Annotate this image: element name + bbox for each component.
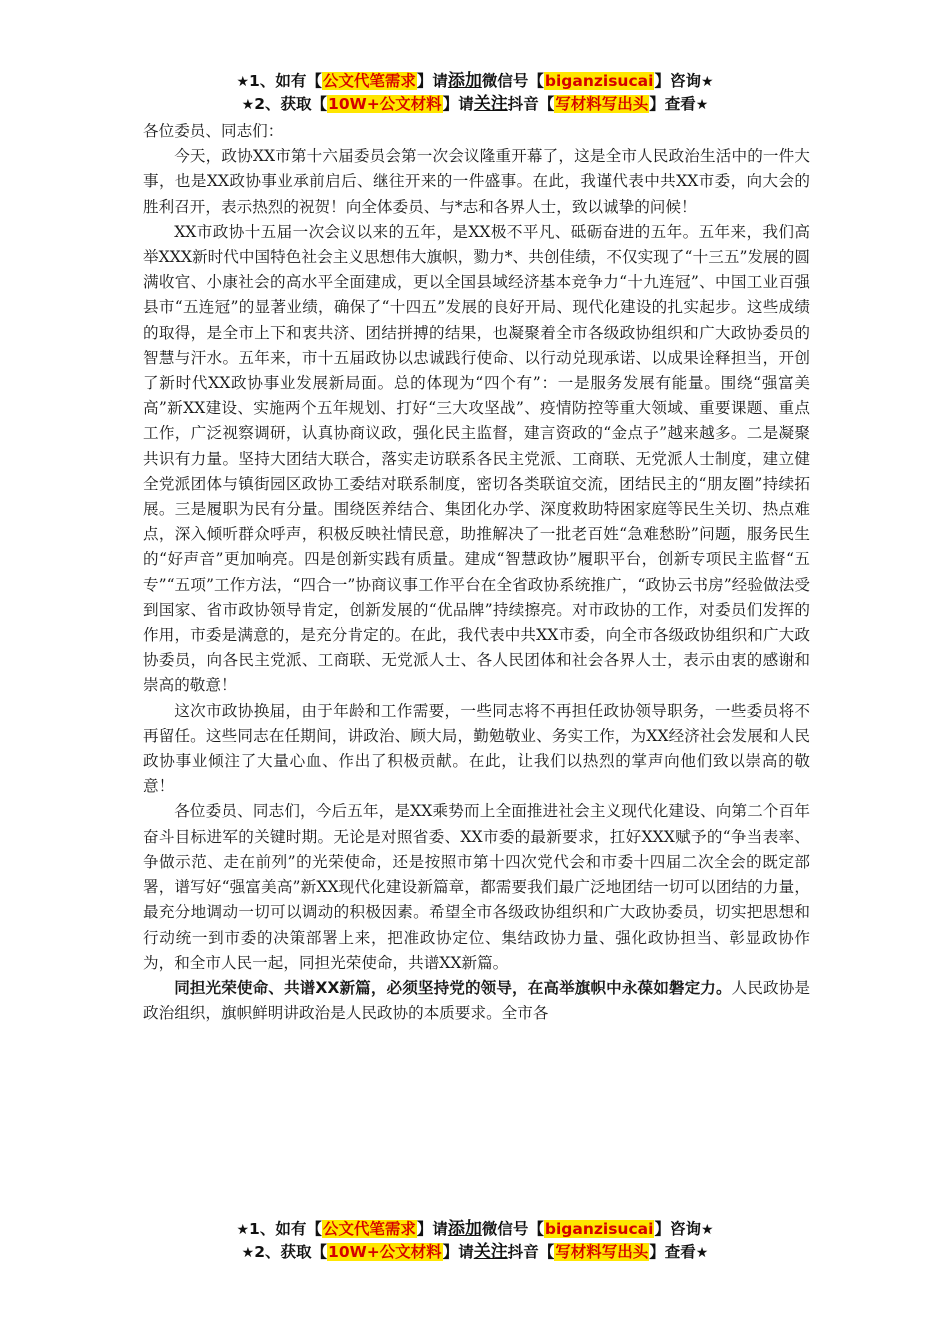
document-body: [143, 119, 810, 1026]
promo-line-2: ★2、获取【10W+公文材料】请关注抖音【写材料写出头】查看★: [241, 94, 709, 114]
promo-banner-top: [0, 70, 950, 116]
star-icon: ★: [695, 1245, 709, 1261]
highlight-wechat-id: biganzisucai: [544, 1220, 654, 1238]
paragraph-3: 这次市政协换届，由于年龄和工作需要，一些同志将不再担任政协领导职务，一些委员将不再留任。这些同志在任期间，讲政治、顾大局，勤勉敬业、务实工作，为XX经济社会发展和人民政协事业倾注了大量心血、作出了积极贡献。在此，让我们以热烈的掌声向他们致以崇高的敬意！: [143, 701, 810, 796]
paragraph-5-heading: 同担光荣使命、共谱XX新篇，必须坚持党的领导，在高举旗帜中永葆如磐定力。: [174, 978, 732, 997]
highlight-wechat-id: biganzisucai: [544, 72, 654, 90]
highlight-douyin: 写材料写出头: [555, 95, 649, 113]
salutation: 各位委员、同志们：: [143, 122, 284, 140]
paragraph-1: 今天，政协XX市第十六届委员会第一次会议隆重开幕了，这是全市人民政治生活中的一件大事，也是XX政协事业承前启后、继往开来的一件盛事。在此，我谨代表中共XX市委，向大会的胜利召开，表示热烈的祝贺！向全体委员、与*志和各界人士，致以诚挚的问候！: [143, 147, 810, 216]
paragraph-5: [143, 976, 810, 1026]
underlined-follow: 关注: [473, 1242, 508, 1262]
star-icon: ★: [700, 74, 714, 90]
underlined-follow: 关注: [473, 94, 508, 114]
promo-line-1: ★1、如有【公文代笔需求】请添加微信号【biganzisucai】咨询★: [236, 71, 714, 91]
paragraph-2: XX市政协十五届一次会议以来的五年，是XX极不平凡、砥砺奋进的五年。五年来，我们高举XXX新时代中国特色社会主义思想伟大旗帜，勠力*、共创佳绩，不仅实现了“十三五”发展的圆满收官、小康社会的高水平全面建成，更以全国县域经济基本竞争力“十九连冠”、中国工业百强县市“五连冠”的显著业绩，确保了“十四五”发展的良好开局、现代化建设的扎实起步。这些成绩的取得，是全市上下和衷共济、团结拼搏的结果，也凝聚着全市各级政协组织和广大政协委员的智慧与汗水。五年来，市十五届政协以忠诚践行使命、以行动兑现承诺、以成果诠释担当，开创了新时代XX政协事业发展新局面。总的体现为“四个有”：一是服务发展有能量。围绕“强富美高”新XX建设、实施两个五年规划、打好“三大攻坚战”、疫情防控等重大领域、重要课题、重点工作，广泛视察调研，认真协商议政，强化民主监督，建言资政的“金点子”越来越多。二是凝聚共识有力量。坚持大团结大联合，落实走访联系各民主党派、工商联、无党派人士制度，建立健全党派团体与镇街园区政协工委结对联系制度，密切各类联谊交流，团结民主的“朋友圈”持续拓展。三是履职为民有分量。围绕医养结合、集团化办学、深度救助特困家庭等民生关切、热点难点，深入倾听群众呼声，积极反映社情民意，助推解决了一批老百姓“急难愁盼”问题，服务民生的“好声音”更加响亮。四是创新实践有质量。建成“智慧政协”履职平台，创新专项民主监督“五专”“五项”工作方法，“四合一”协商议事工作平台在全省政协系统推广，“政协云书房”经验做法受到国家、省市政协领导肯定，创新发展的“优品牌”持续擦亮。对市政协的工作，对委员们发挥的作用，市委是满意的，是充分肯定的。在此，我代表中共XX市委，向全市各级政协组织和广大政协委员，向各民主党派、工商联、无党派人士、各人民团体和社会各界人士，表示由衷的感谢和崇高的敬意！: [143, 222, 810, 695]
star-icon: ★: [241, 97, 255, 113]
highlight-materials: 10W+公文材料: [328, 95, 442, 113]
star-icon: ★: [236, 74, 250, 90]
star-icon: ★: [695, 97, 709, 113]
highlight-materials: 10W+公文材料: [328, 1243, 442, 1261]
star-icon: ★: [236, 1222, 250, 1238]
underlined-add: 添加: [447, 1219, 482, 1239]
star-icon: ★: [241, 1245, 255, 1261]
paragraph-5-text: 人民政协是政治组织，旗帜鲜明讲政治是人民政协的本质要求。全市各: [143, 978, 810, 1023]
star-icon: ★: [700, 1222, 714, 1238]
highlight-service: 公文代笔需求: [322, 1220, 416, 1238]
promo-line-1: ★1、如有【公文代笔需求】请添加微信号【biganzisucai】咨询★: [236, 1219, 714, 1239]
promo-banner-bottom: [0, 1218, 950, 1264]
paragraph-4: 各位委员、同志们，今后五年，是XX乘势而上全面推进社会主义现代化建设、向第二个百年奋斗目标进军的关键时期。无论是对照省委、XX市委的最新要求，扛好XXX赋予的“争当表率、争做示范、走在前列”的光荣使命，还是按照市第十四次党代会和市委十四届二次全会的既定部署，谱写好“强富美高”新XX现代化建设新篇章，都需要我们最广泛地团结一切可以团结的力量，最充分地调动一切可以调动的积极因素。希望全市各级政协组织和广大政协委员，切实把思想和行动统一到市委的决策部署上来，把准政协定位、集结政协力量、强化政协担当、彰显政协作为，和全市人民一起，同担光荣使命，共谱XX新篇。: [143, 802, 810, 972]
promo-line-2: ★2、获取【10W+公文材料】请关注抖音【写材料写出头】查看★: [241, 1242, 709, 1262]
underlined-add: 添加: [447, 71, 482, 91]
highlight-service: 公文代笔需求: [322, 72, 416, 90]
highlight-douyin: 写材料写出头: [555, 1243, 649, 1261]
